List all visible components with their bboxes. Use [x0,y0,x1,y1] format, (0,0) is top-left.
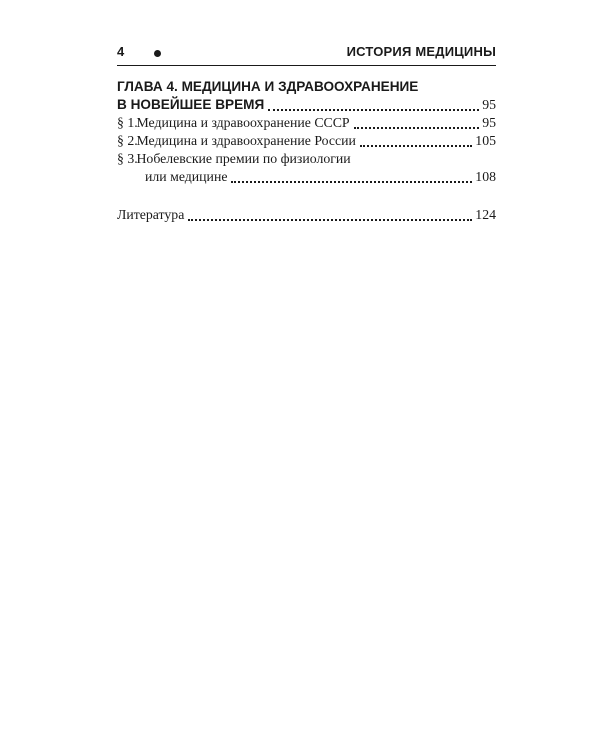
section-title: Медицина и здравоохранение России [136,133,356,148]
section-page: 108 [475,169,496,184]
running-title: ИСТОРИЯ МЕДИЦИНЫ [346,44,496,59]
toc-entry-literature[interactable] [117,206,496,224]
running-head [117,42,496,62]
section-title-line1: Нобелевские премии по физиологии [136,151,351,166]
chapter-page: 95 [482,97,496,112]
section-page: 95 [482,115,496,130]
literature-title: Литература [117,207,185,222]
chapter-title-line1: ГЛАВА 4. МЕДИЦИНА И ЗДРАВООХРАНЕНИЕ [117,79,419,94]
section-title: Медицина и здравоохранение СССР [136,115,350,130]
toc-entry-chapter[interactable] [117,96,496,114]
leader-dots [188,209,472,221]
leader-dots [354,117,480,129]
table-of-contents [117,78,496,224]
leader-dots [360,135,472,147]
section-mark: § 3. [117,151,138,166]
bullet-icon [154,50,161,57]
leader-dots [231,171,472,183]
section-title-line2: или медицине [145,169,228,184]
page-number: 4 [117,44,125,59]
chapter-title-line2: В НОВЕЙШЕЕ ВРЕМЯ [117,97,265,112]
section-mark: § 2. [117,133,138,148]
section-mark: § 1. [117,115,138,130]
toc-entry-section-1[interactable] [117,114,496,132]
toc-entry-section-3[interactable] [117,150,496,186]
header-rule [117,65,496,66]
leader-dots [268,99,479,111]
toc-entry-section-2[interactable] [117,132,496,150]
section-page: 105 [475,133,496,148]
literature-page: 124 [475,207,496,222]
